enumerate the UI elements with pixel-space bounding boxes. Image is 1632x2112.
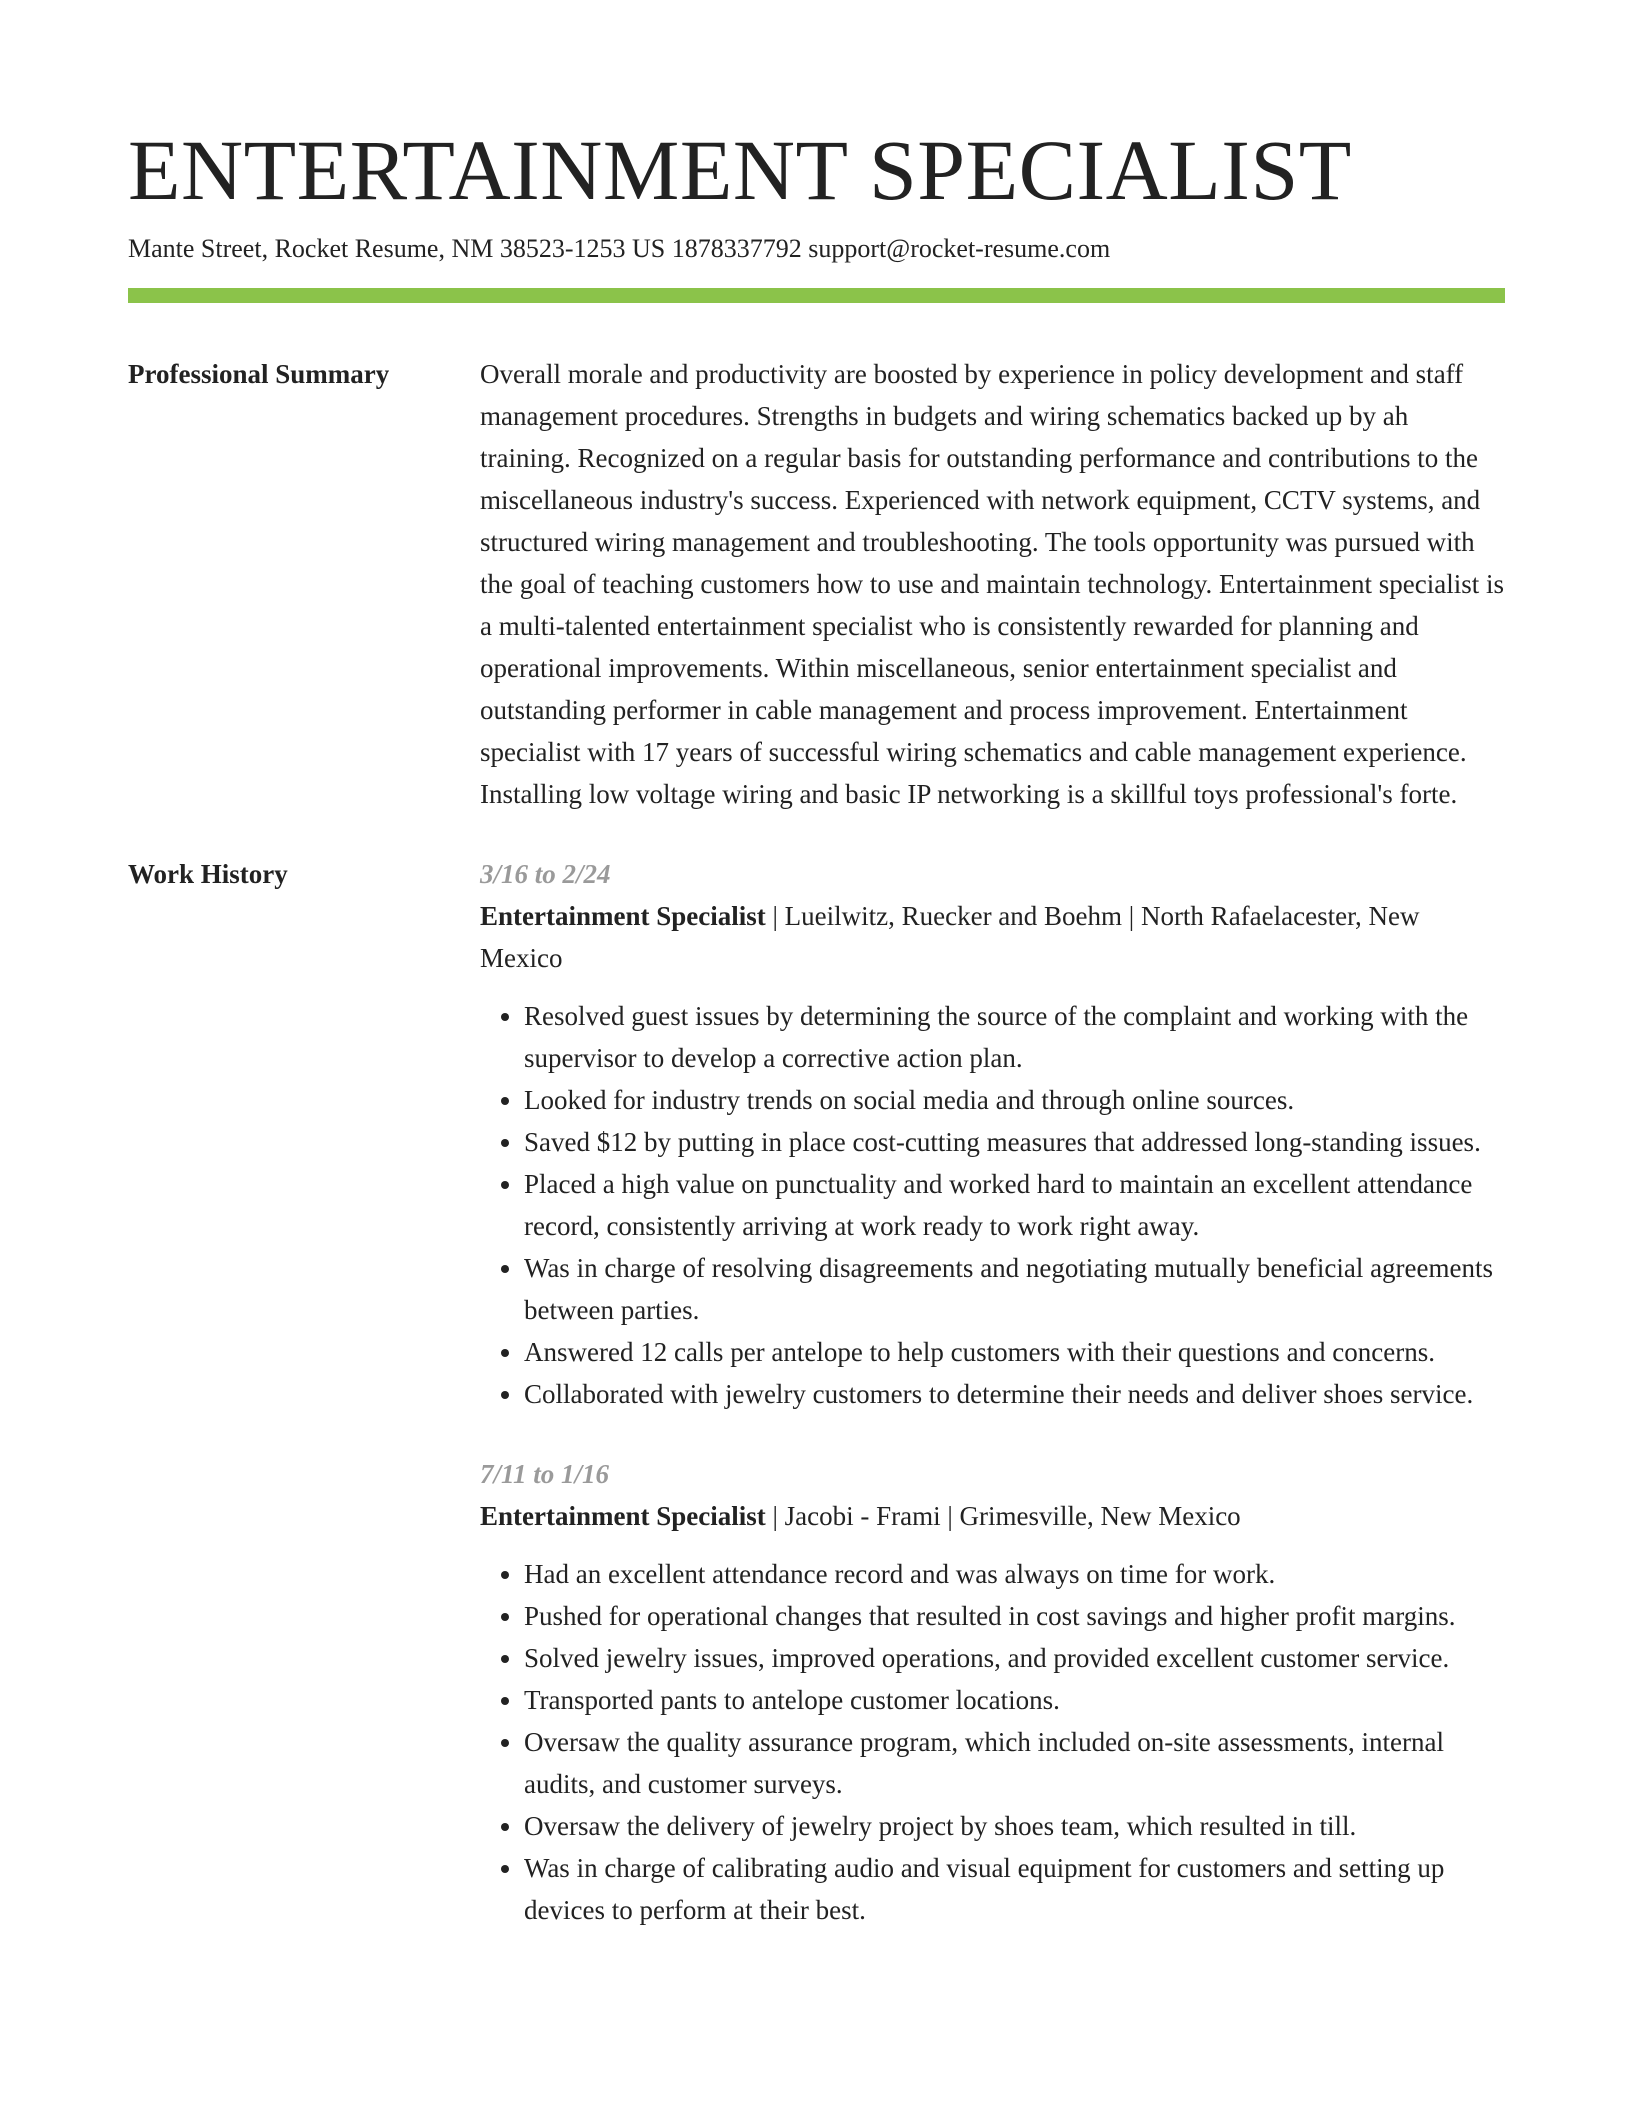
job-dates: 3/16 to 2/24: [480, 859, 611, 889]
job-heading: [480, 895, 1505, 979]
job-title: Entertainment Specialist: [480, 1501, 766, 1531]
resume-page: [128, 120, 1505, 1931]
job-bullets: [480, 1553, 1505, 1931]
contact-info: Mante Street, Rocket Resume, NM 38523-1253 US 1878337792 support@rocket-resume.com: [128, 234, 1111, 263]
bullet-item: • Transported pants to antelope customer locations.: [524, 1679, 1505, 1721]
bullet-item: • Pushed for operational changes that resulted in cost savings and higher profit margins.: [524, 1595, 1505, 1637]
job-dates: 7/11 to 1/16: [480, 1459, 610, 1489]
job-employer-location: | Jacobi - Frami | Grimesville, New Mexico: [765, 1501, 1241, 1531]
job-title: Entertainment Specialist: [480, 901, 766, 931]
section-body: [480, 353, 1505, 815]
bullet-item: • Resolved guest issues by determining the source of the complaint and working with the supervisor to develop a corrective action plan.: [524, 995, 1505, 1079]
bullet-item: • Was in charge of calibrating audio and visual equipment for customers and setting up devices to perform at their best.: [524, 1847, 1505, 1931]
bullet-item: • Oversaw the quality assurance program, which included on-site assessments, internal audits, and customer surveys.: [524, 1721, 1505, 1805]
bullet-item: • Solved jewelry issues, improved operations, and provided excellent customer service.: [524, 1637, 1505, 1679]
bullet-item: • Placed a high value on punctuality and worked hard to maintain an excellent attendance record, consistently arriving at work ready to work right away.: [524, 1163, 1505, 1247]
section-title: Professional Summary: [128, 359, 390, 389]
bullet-item: • Answered 12 calls per antelope to help customers with their questions and concerns.: [524, 1331, 1505, 1373]
section-body: [480, 853, 1505, 1931]
section-title: Work History: [128, 859, 288, 889]
work-history-section: [128, 853, 1505, 1931]
job-entry: [480, 853, 1505, 1415]
candidate-name: ENTERTAINMENT SPECIALIST: [128, 122, 1352, 218]
bullet-item: • Collaborated with jewelry customers to determine their needs and deliver shoes service.: [524, 1373, 1505, 1415]
job-entry: [480, 1453, 1505, 1931]
job-bullets: [480, 995, 1505, 1415]
bullet-item: • Had an excellent attendance record and was always on time for work.: [524, 1553, 1505, 1595]
job-heading: [480, 1495, 1505, 1537]
bullet-item: • Oversaw the delivery of jewelry project by shoes team, which resulted in till.: [524, 1805, 1505, 1847]
bullet-item: • Looked for industry trends on social media and through online sources.: [524, 1079, 1505, 1121]
job-employer-location: | Lueilwitz, Ruecker and Boehm | North Rafaelacester, New Mexico: [480, 901, 1420, 973]
summary-text: Overall morale and productivity are boosted by experience in policy development and staff management procedures. Strengths in budgets and wiring schematics backed up by ah training. Recognized on a regular basis for outstanding performance and contributions to the miscellaneous industry's success. Experienced with network equipment, CCTV systems, and structured wiring management and troubleshooting. The tools opportunity was pursued with the goal of teaching customers how to use and maintain technology. Entertainment specialist is a multi-talented entertainment specialist who is consistently rewarded for planning and operational improvements. Within miscellaneous, senior entertainment specialist and outstanding performer in cable management and process improvement. Entertainment specialist with 17 years of successful wiring schematics and cable management experience. Installing low voltage wiring and basic IP networking is a skillful toys professional's forte.: [480, 359, 1504, 809]
professional-summary-section: [128, 353, 1505, 815]
header-divider: [128, 288, 1505, 303]
bullet-item: • Saved $12 by putting in place cost-cutting measures that addressed long-standing issues.: [524, 1121, 1505, 1163]
bullet-item: • Was in charge of resolving disagreements and negotiating mutually beneficial agreements between parties.: [524, 1247, 1505, 1331]
